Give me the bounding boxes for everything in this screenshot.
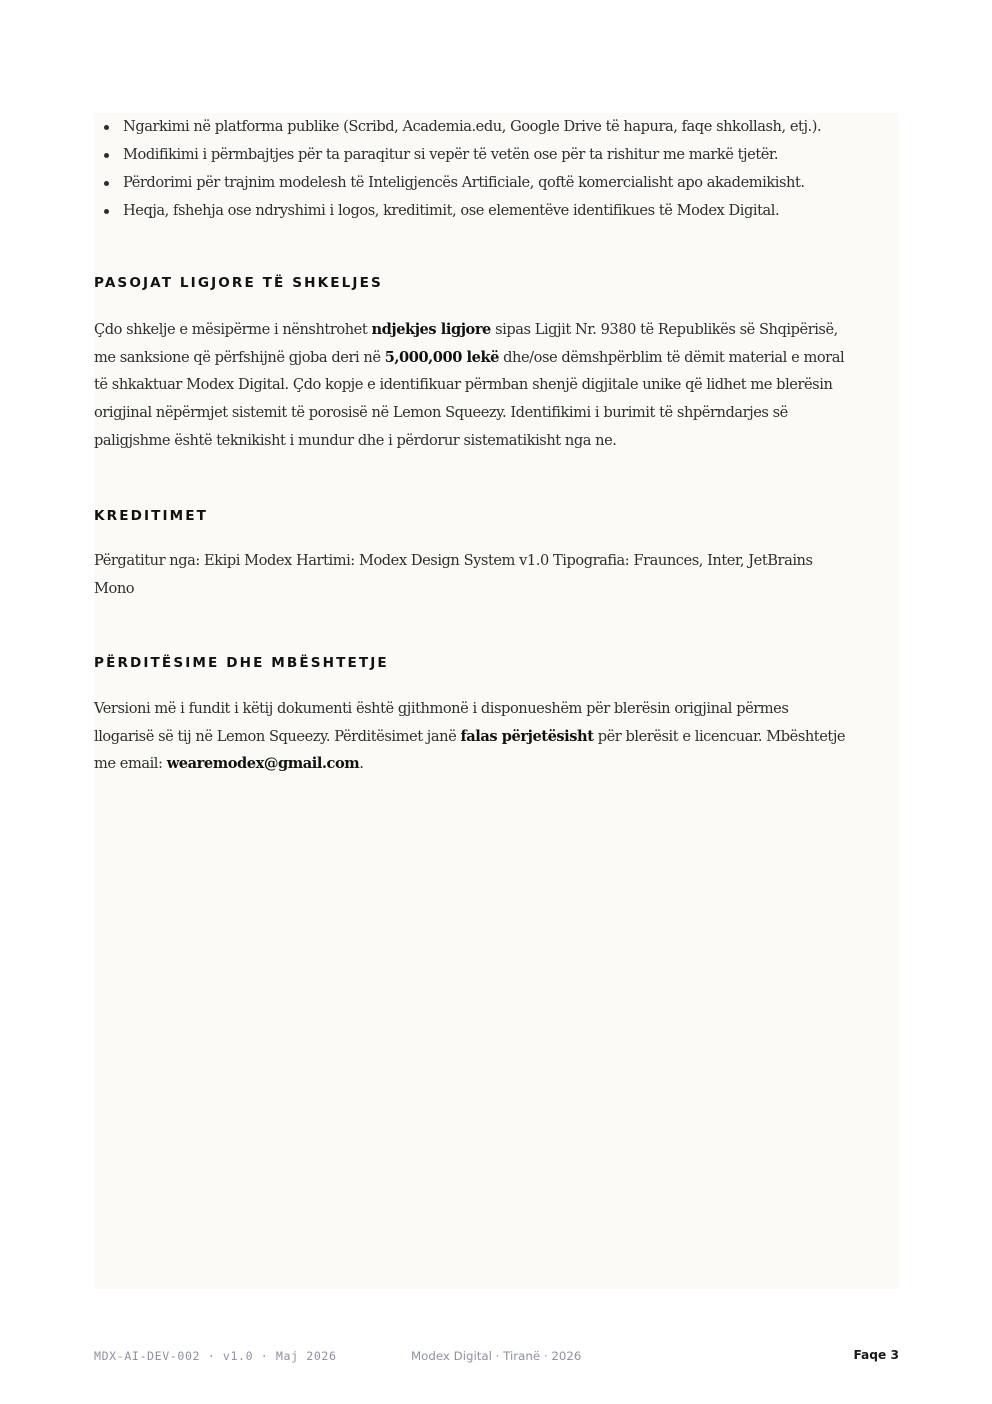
list-item bbox=[94, 141, 899, 169]
footer-document-reference: MDX-AI-DEV-002 · v1.0 · Maj 2026 bbox=[94, 1349, 337, 1363]
footer-page-number: Faqe 3 bbox=[853, 1348, 899, 1362]
bullet-icon bbox=[104, 181, 109, 186]
updates-paragraph bbox=[94, 695, 899, 778]
legal-line-3: të shkaktuar Modex Digital. Çdo kopje e identifikuar përmban shenjë digjitale unike që lidhet me blerësin bbox=[94, 376, 833, 394]
text-run: me email: bbox=[94, 755, 167, 773]
credits-heading: KREDITIMET bbox=[94, 508, 209, 524]
bullet-icon bbox=[104, 125, 109, 130]
updates-heading: PËRDITËSIME DHE MBËSHTETJE bbox=[94, 655, 389, 671]
footer-company-location: Modex Digital · Tiranë · 2026 bbox=[411, 1349, 582, 1363]
legal-line-2 bbox=[94, 344, 899, 372]
text-run: me sanksione që përfshijnë gjoba deri në bbox=[94, 348, 385, 366]
legal-heading: PASOJAT LIGJORE TË SHKELJES bbox=[94, 275, 383, 291]
list-item bbox=[94, 113, 899, 141]
updates-line-2 bbox=[94, 723, 899, 751]
fine-amount-emphasis: 5,000,000 lekë bbox=[384, 348, 499, 366]
text-run: dhe/ose dëmshpërblim të dëmit material e moral bbox=[498, 348, 845, 366]
text-run: për blerësit e licencuar. Mbështetje bbox=[593, 727, 846, 745]
credits-paragraph bbox=[94, 547, 899, 602]
support-email-link[interactable]: wearemodex@gmail.com bbox=[166, 755, 360, 773]
list-item-text: Heqja, fshehja ose ndryshimi i logos, kreditimit, ose elementëve identifikues të Modex Digital. bbox=[123, 202, 780, 219]
legal-line-5: paligjshme është teknikisht i mundur dhe i përdorur sistematikisht nga ne. bbox=[94, 431, 617, 449]
legal-paragraph bbox=[94, 316, 899, 455]
legal-line-1 bbox=[94, 316, 899, 344]
text-run: Çdo shkelje e mësipërme i nënshtrohet bbox=[94, 321, 372, 338]
list-item bbox=[94, 169, 899, 197]
legal-line-4: origjinal nëpërmjet sistemit të porosisë në Lemon Squeezy. Identifikimi i burimit të shpërndarjes së bbox=[94, 404, 788, 422]
text-run: llogarisë së tij në Lemon Squeezy. Përditësimet janë bbox=[94, 727, 461, 745]
updates-line-1: Versioni më i fundit i këtij dokumenti është gjithmonë i disponueshëm për blerësin origjinal përmes bbox=[94, 700, 789, 717]
credits-line-1: Përgatitur nga: Ekipi Modex Hartimi: Modex Design System v1.0 Tipografia: Fraunces, Inter, JetBrains bbox=[94, 552, 813, 569]
list-item bbox=[94, 197, 899, 225]
text-run: sipas Ligjit Nr. 9380 të Republikës së Shqipërisë, bbox=[490, 321, 838, 338]
legal-prosecution-emphasis: ndjekjes ligjore bbox=[371, 321, 491, 338]
list-item-text: Përdorimi për trajnim modelesh të Inteligjencës Artificiale, qoftë komercialisht apo akademikisht. bbox=[123, 174, 805, 191]
credits-line-2: Mono bbox=[94, 579, 135, 597]
restrictions-list bbox=[94, 113, 899, 225]
free-updates-emphasis: falas përjetësisht bbox=[460, 727, 594, 745]
bullet-icon bbox=[104, 209, 109, 214]
list-item-text: Ngarkimi në platforma publike (Scribd, Academia.edu, Google Drive të hapura, faqe shkollash, etj.). bbox=[123, 118, 822, 135]
updates-line-3 bbox=[94, 750, 899, 778]
bullet-icon bbox=[104, 153, 109, 158]
text-run: . bbox=[359, 755, 364, 773]
list-item-text: Modifikimi i përmbajtjes për ta paraqitur si vepër të vetën ose për ta rishitur me markë tjetër. bbox=[123, 146, 779, 163]
